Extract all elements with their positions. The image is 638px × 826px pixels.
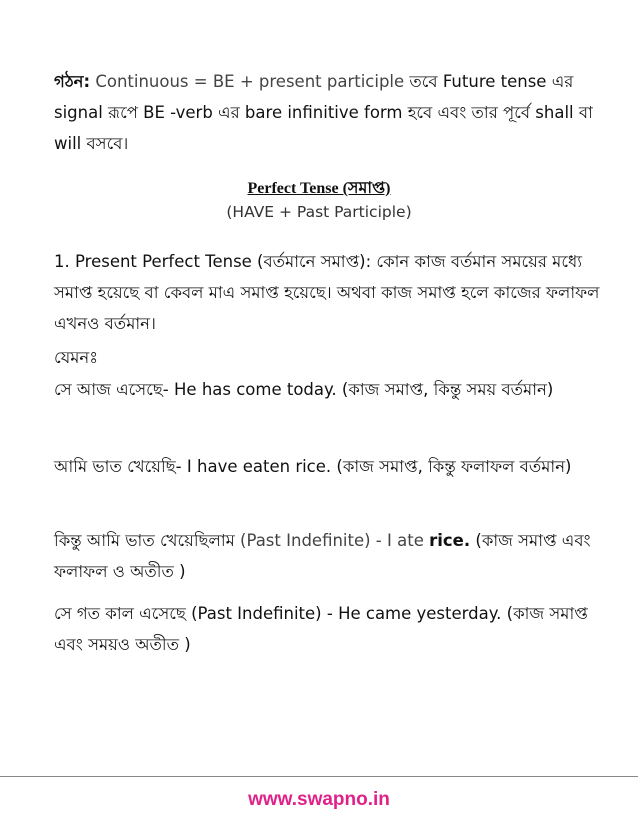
section-subtitle: (HAVE + Past Participle) (226, 203, 412, 221)
footer-link[interactable]: www.swapno.in (248, 789, 390, 810)
example-bangla: সে আজ এসেছে- (54, 380, 175, 399)
example-note: (কাজ সমাপ্ত এবং ফলাফল ও অতীত ) (54, 531, 591, 581)
example-english-end: rice. (429, 531, 471, 550)
example-english: I have eaten rice. (186, 457, 332, 476)
example-bangla: কিন্তু আমি ভাত খেয়েছিলাম (54, 531, 241, 550)
example-item-2 (54, 451, 602, 482)
section-title: Perfect Tense (সমাপ্ত) (247, 180, 391, 197)
example-note: (কাজ সমাপ্ত, কিন্তু ফলাফল বর্তমান) (331, 457, 572, 476)
footer-divider (0, 776, 638, 777)
definition-paragraph: 1. Present Perfect Tense (বর্তমানে সমাপ্ত): কোন কাজ বর্তমান সময়ের মধ্যে সমাপ্ত হয়েছে বা কেবল মাএ সমাপ্ত হয়েছে। অথবা কাজ সমাপ্ত হলে কাজের ফলাফল এখনও বর্তমান। (54, 252, 600, 333)
formation-rule: তবে Future tense এর signal রূপে BE -verb এর bare infinitive form হবে এবং তার পূর্বে shall বা will বসবে। (54, 72, 593, 153)
example-item-1 (54, 374, 602, 405)
example-bangla: সে গত কাল এসেছে (Past Indefinite) - (54, 604, 339, 623)
example-item-3 (54, 525, 602, 587)
example-english: He has come today. (174, 380, 337, 399)
example-item-4 (54, 598, 602, 660)
formation-formula: Continuous = BE + present participle (90, 72, 410, 91)
example-english: (Past Indefinite) - I ate (240, 531, 430, 550)
example-note: (কাজ সমাপ্ত এবং সময়ও অতীত ) (54, 604, 588, 654)
example-bangla: আমি ভাত খেয়েছি- (54, 457, 187, 476)
formation-paragraph (54, 66, 602, 159)
example-english: He came yesterday. (338, 604, 502, 623)
formation-label: গঠন: (54, 72, 91, 91)
example-note: (কাজ সমাপ্ত, কিন্তু সময় বর্তমান) (336, 380, 554, 399)
examples-label: যেমনঃ (54, 348, 99, 367)
